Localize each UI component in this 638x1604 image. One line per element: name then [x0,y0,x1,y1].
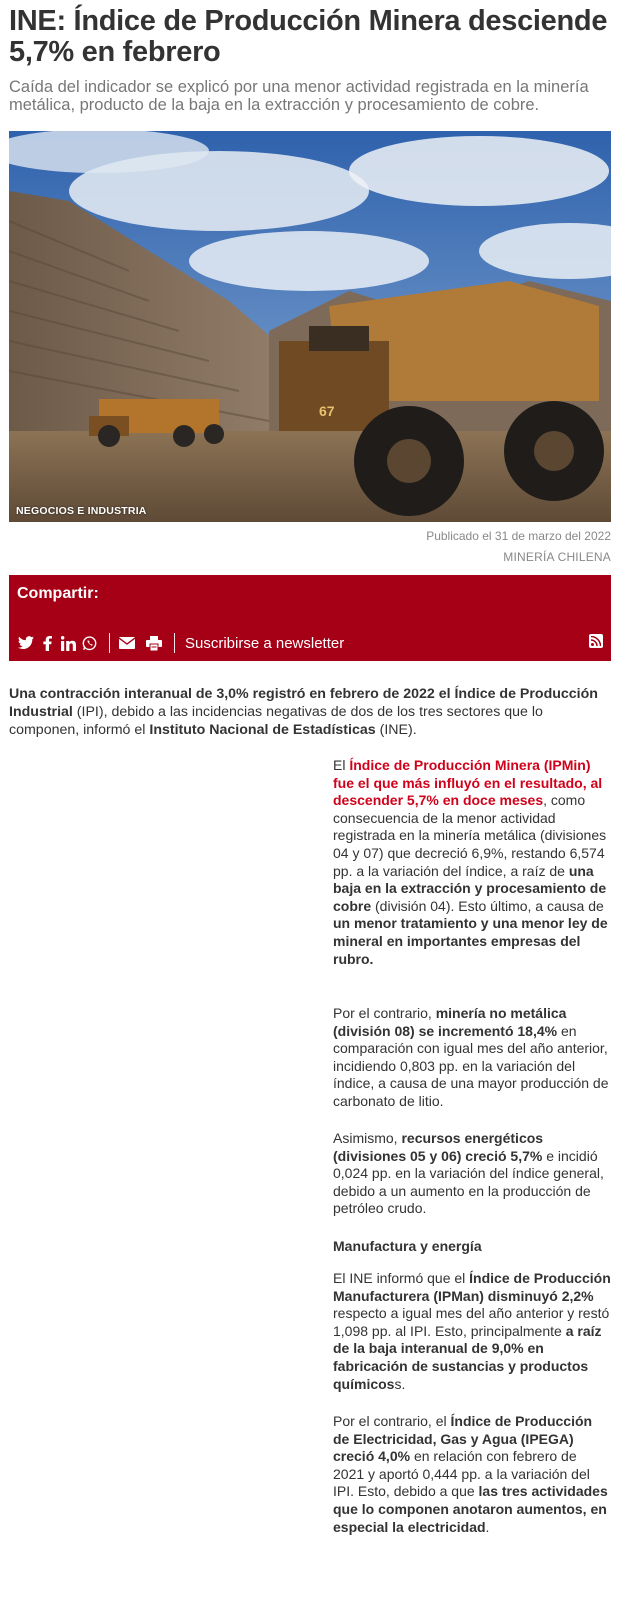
twitter-icon[interactable] [17,634,35,652]
lead-bold: Una contracción interanual de 3,0% registró en febrero de 2022 el Índice de Producción Industrial [9,686,598,720]
share-row [17,633,344,653]
lead-text: (INE). [375,722,417,738]
body-paragraph-2 [333,1005,611,1111]
share-title: Compartir: [17,585,99,602]
body-text: Por el contrario, [333,1005,436,1021]
mining-trucks-illustration [9,131,611,522]
lead-bold: Instituto Nacional de Estadísticas [149,722,376,738]
section-heading: Manufactura y energía [333,1238,482,1254]
hero-image [9,131,611,522]
bold-text: recursos energéticos (divisiones 05 y 06) creció 5,7% [333,1130,544,1164]
headline: INE: Índice de Producción Minera desciende 5,7% en febrero [9,5,608,68]
newsletter-link[interactable]: Suscribirse a newsletter [185,634,345,652]
body-text: respecto a igual mes del año anterior y restó 1,098 pp. al IPI. Esto, principalmente [333,1305,610,1339]
publish-date: Publicado el 31 de marzo del 2022 [426,529,611,543]
bold-text: minería no metálica (división 08) se incrementó 18,4% [333,1005,567,1039]
bold-text: Índice de Producción Manufacturera (IPMan) disminuyó 2,2% [333,1270,611,1304]
bold-text: las tres actividades que lo componen anotaron aumentos, en especial la electricidad [333,1483,608,1535]
bold-text: un menor tratamiento y una menor ley de mineral en importantes empresas del rubro. [333,915,608,967]
body-text: Por el contrario, el [333,1413,451,1429]
category-tag[interactable]: NEGOCIOS E INDUSTRIA [16,505,147,517]
facebook-icon[interactable] [38,634,56,652]
lead-text: (IPI), debido a las incidencias negativas de dos de los tres sectores que lo componen, informó el [9,704,543,738]
body-paragraph-3 [333,1130,611,1218]
body-text: , como consecuencia de la menor actividad registrada en la minería metálica (divisiones 04 y 07) que decreció 6,9%, restando 6,574 pp. a la variación del índice, a raíz de [333,792,607,879]
body-text: s. [394,1375,406,1392]
body-text: en comparación con igual mes del año anterior, incidiendo 0,803 pp. en la variación del índice, a causa de una mayor producción de carbonato de litio. [333,1022,609,1109]
body-text: El INE informó que el [333,1270,470,1286]
divider [174,633,175,653]
body-paragraph-5 [333,1413,611,1536]
bold-text: una baja en la extracción y procesamiento de cobre [333,862,607,914]
divider [109,633,110,653]
body-paragraph-4 [333,1270,611,1393]
svg-text:67: 67 [319,403,335,419]
body-text: e incidió 0,024 pp. en la variación del índice general, debido a un aumento en la producción de petróleo crudo. [333,1147,604,1217]
linkedin-icon[interactable] [59,634,77,652]
bold-text: Índice de Producción de Electricidad, Gas y Agua (IPEGA) creció 4,0% [333,1413,593,1465]
rss-icon[interactable] [589,634,603,648]
lead-paragraph [9,685,609,739]
body-text: El [333,757,350,773]
bold-text: a raíz de la baja interanual de 9,0% en fabricación de sustancias y productos químicos [333,1322,602,1392]
subheadline: Caída del indicador se explicó por una menor actividad registrada en la minería metálica, producto de la baja en la extracción y procesamiento de cobre. [9,78,589,114]
body-text: Asimismo, [333,1130,402,1146]
email-icon[interactable] [118,634,136,652]
body-text: (división 04). Esto último, a causa de [371,897,604,914]
source-label[interactable]: MINERÍA CHILENA [503,550,611,564]
body-text: en relación con febrero de 2021 y aportó 0,444 pp. a la variación del IPI. Esto, debido a que [333,1448,590,1500]
body-paragraph-1 [333,757,611,968]
body-text: . [485,1518,490,1535]
share-bar [9,575,611,661]
whatsapp-icon[interactable] [80,634,98,652]
print-icon[interactable] [145,634,163,652]
highlight-text: Índice de Producción Minera (IPMin) fue el que más influyó en el resultado, al descender 5,7% en doce meses [333,757,603,809]
